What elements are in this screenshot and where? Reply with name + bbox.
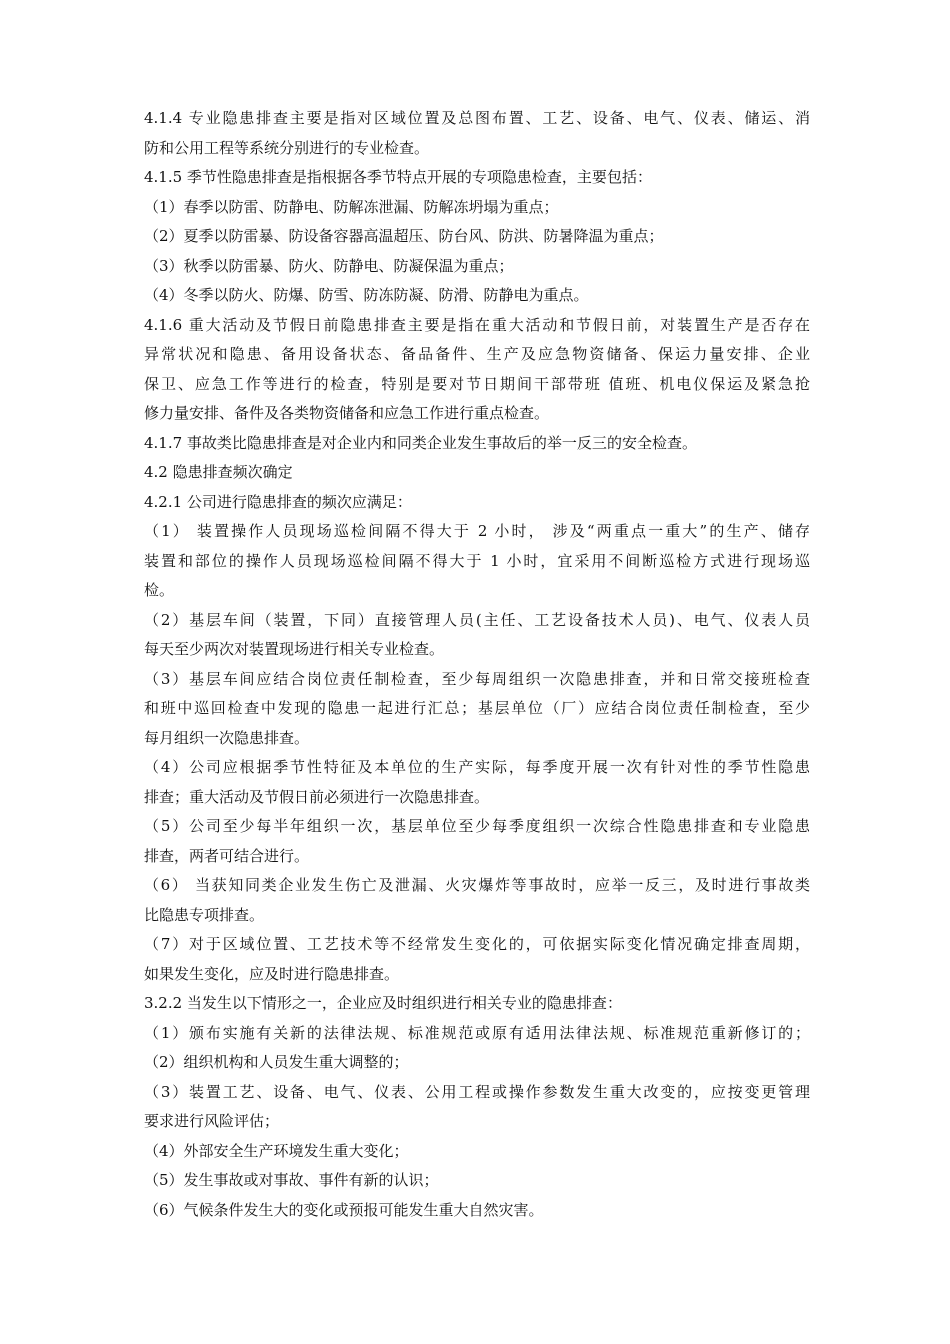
text-line: 4.1.5 季节性隐患排查是指根据各季节特点开展的专项隐患检查，主要包括： <box>144 168 652 186</box>
text-line: 如果发生变化，应及时进行隐患排查。 <box>144 964 400 983</box>
text-line: 4.2.1 公司进行隐患排查的频次应满足： <box>144 492 412 511</box>
text-line: 修力量安排、备件及各类物资储备和应急工作进行重点检查。 <box>144 404 550 422</box>
text-line: （3）装置工艺、设备、电气、仪表、公用工程或操作参数发生重大改变的，应按变更管理 <box>144 1082 810 1101</box>
text-line: （3）秋季以防雷暴、防火、防静电、防凝保温为重点； <box>144 256 514 275</box>
text-line: 4.1.7 事故类比隐患排查是对企业内和同类企业发生事故后的举一反三的安全检查。 <box>144 433 697 452</box>
text-line: （4）冬季以防火、防爆、防雪、防冻防凝、防滑、防静电为重点。 <box>144 286 589 304</box>
text-line: （3）基层车间应结合岗位责任制检查，至少每周组织一次隐患排查，并和日常交接班检查 <box>144 669 810 688</box>
text-line: 4.1.4 专业隐患排查主要是指对区域位置及总图布置、工艺、设备、电气、仪表、储运、消 <box>144 109 810 127</box>
text-line: （4）外部安全生产环境发生重大变化； <box>144 1141 409 1160</box>
text-line: 保卫、应急工作等进行的检查，特别是要对节日期间干部带班 值班、机电仪保运及紧急抢 <box>144 374 810 393</box>
text-line: （2）夏季以防雷暴、防设备容器高温超压、防台风、防洪、防暑降温为重点； <box>144 227 664 245</box>
document-page <box>144 104 810 1225</box>
text-line: 比隐患专项排查。 <box>144 905 265 924</box>
text-line: （2）组织机构和人员发生重大调整的； <box>144 1053 409 1071</box>
text-line: 装置和部位的操作人员现场巡检间隔不得大于 1 小时，宜采用不间断巡检方式进行现场巡 <box>144 551 810 570</box>
text-line: 4.1.6 重大活动及节假日前隐患排查主要是指在重大活动和节假日前，对装置生产是否存在 <box>144 315 810 334</box>
text-line: 4.2 隐患排查频次确定 <box>144 463 293 481</box>
text-line: （1）春季以防雷、防静电、防解冻泄漏、防解冻坍塌为重点； <box>144 197 559 216</box>
text-line: 排查；重大活动及节假日前必须进行一次隐患排查。 <box>144 787 490 806</box>
text-line: 要求进行风险评估； <box>144 1112 280 1130</box>
text-line: 检。 <box>144 581 175 599</box>
text-line: 异常状况和隐患、备用设备状态、备品备件、生产及应急物资储备、保运力量安排、企业 <box>144 345 810 363</box>
text-line: （5）公司至少每半年组织一次，基层单位至少每季度组织一次综合性隐患排查和专业隐患 <box>144 817 810 835</box>
text-line: 和班中巡回检查中发现的隐患一起进行汇总；基层单位（厂）应结合岗位责任制检查，至少 <box>144 699 810 717</box>
text-line: （6） 当获知同类企业发生伤亡及泄漏、火灾爆炸等事故时，应举一反三，及时进行事故类 <box>144 876 810 894</box>
text-line: （7）对于区域位置、工艺技术等不经常发生变化的，可依据实际变化情况确定排查周期， <box>144 935 810 953</box>
text-line: （1） 装置操作人员现场巡检间隔不得大于 2 小时， 涉及“两重点一重大”的生产、储存 <box>144 522 810 540</box>
text-line: （1）颁布实施有关新的法律法规、标准规范或原有适用法律法规、标准规范重新修订的； <box>144 1023 810 1042</box>
text-line: 防和公用工程等系统分别进行的专业检查。 <box>144 138 430 157</box>
text-line: 排查，两者可结合进行。 <box>144 846 310 865</box>
text-line: 每月组织一次隐患排查。 <box>144 728 310 747</box>
text-line: 3.2.2 当发生以下情形之一，企业应及时组织进行相关专业的隐患排查： <box>144 994 622 1012</box>
text-line: （4）公司应根据季节性特征及本单位的生产实际，每季度开展一次有针对性的季节性隐患 <box>144 758 810 776</box>
text-line: （2）基层车间（装置，下同）直接管理人员(主任、工艺设备技术人员)、电气、仪表人员 <box>144 610 810 629</box>
text-line: （6）气候条件发生大的变化或预报可能发生重大自然灾害。 <box>144 1200 544 1219</box>
text-line: （5）发生事故或对事故、事件有新的认识； <box>144 1171 439 1189</box>
text-line: 每天至少两次对装置现场进行相关专业检查。 <box>144 640 445 658</box>
